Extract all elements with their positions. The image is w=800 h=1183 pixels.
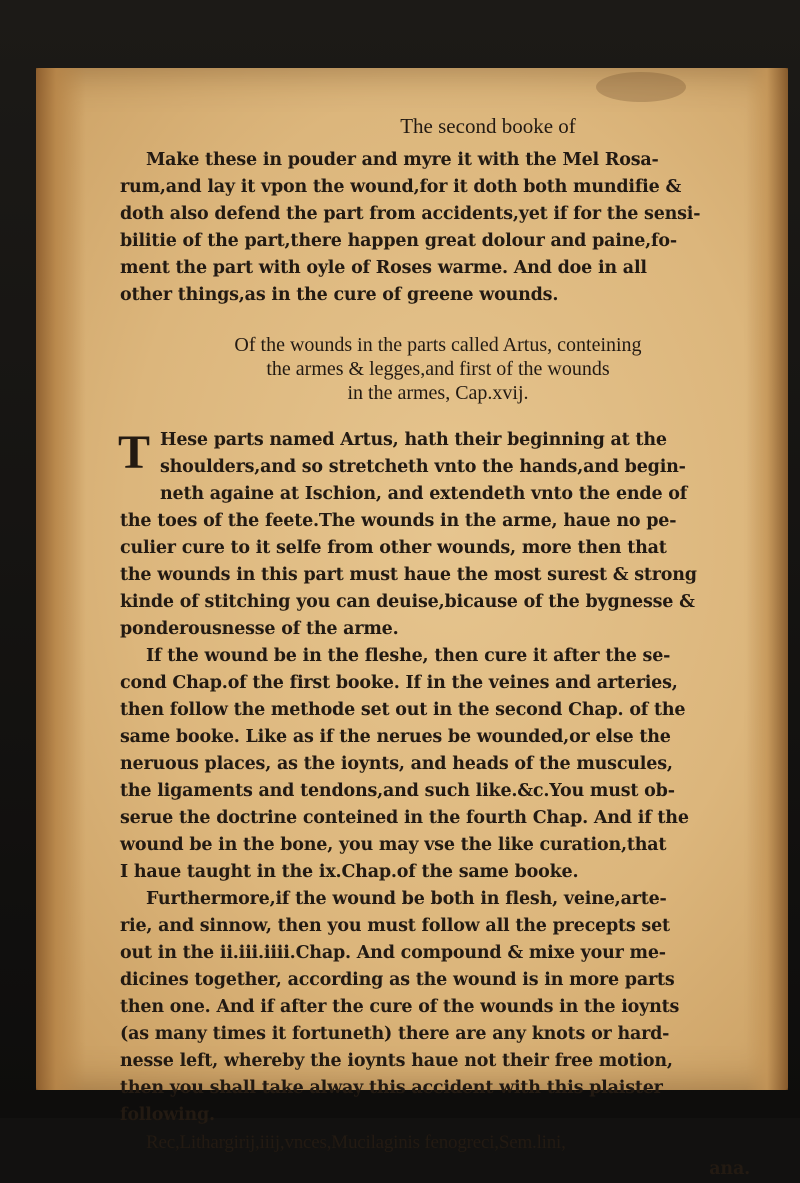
text-line: other things,as in the cure of greene wounds. — [120, 285, 559, 305]
heading-line: the armes & legges,and first of the wounds — [266, 358, 610, 380]
text-block — [120, 108, 756, 1183]
text-line: bilitie of the part,there happen great dolour and paine,fo- — [120, 231, 677, 251]
chapter-heading — [120, 333, 756, 405]
text-line: Hese parts named Artus, hath their beginning at the — [160, 430, 667, 450]
text-line: kinde of stitching you can deuise,bicause of the bygnesse & — [120, 592, 695, 612]
heading-line: Of the wounds in the parts called Artus, conteining — [234, 334, 642, 356]
text-line: the wounds in this part must haue the most surest & strong — [120, 565, 697, 585]
text-line: doth also defend the part from accidents,yet if for the sensi- — [120, 204, 701, 224]
text-line: (as many times it fortuneth) there are any knots or hard- — [120, 1024, 670, 1044]
text-line: If the wound be in the fleshe, then cure it after the se- — [146, 646, 671, 666]
text-line: the ligaments and tendons,and such like.&c.You must ob- — [120, 781, 675, 801]
intro-paragraph — [120, 147, 756, 309]
body-paragraphs — [120, 427, 756, 1183]
text-line: same booke. Like as if the nerues be wounded,or else the — [120, 727, 671, 747]
page-edge-left — [36, 68, 86, 1090]
text-line: rum,and lay it vpon the wound,for it doth both mundifie & — [120, 177, 682, 197]
text-line: then one. And if after the cure of the wounds in the ioynts — [120, 997, 680, 1017]
text-line: the toes of the feete.The wounds in the arme, haue no pe- — [120, 511, 677, 531]
drop-cap: T — [118, 426, 151, 479]
text-line: nesse left, whereby the ioynts haue not their free motion, — [120, 1051, 673, 1071]
text-line: cond Chap.of the first booke. If in the veines and arteries, — [120, 673, 678, 693]
text-line: I haue taught in the ix.Chap.of the same booke. — [120, 862, 579, 882]
heading-line: in the armes, Cap.xvij. — [347, 382, 529, 404]
text-line: rie, and sinnow, then you must follow all the precepts set — [120, 916, 670, 936]
text-line: then you shall take alway this accident with this plaister — [120, 1078, 663, 1098]
text-line: out in the ii.iii.iiii.Chap. And compound & mixe your me- — [120, 943, 666, 963]
text-line: ment the part with oyle of Roses warme. And doe in all — [120, 258, 647, 278]
running-head: The second booke of — [400, 114, 576, 138]
text-line: serue the doctrine conteined in the fourth Chap. And if the — [120, 808, 689, 828]
text-line: wound be in the bone, you may vse the like curation,that — [120, 835, 667, 855]
text-line: neruous places, as the ioynts, and heads of the muscules, — [120, 754, 673, 774]
text-line: then follow the methode set out in the second Chap. of the — [120, 700, 686, 720]
book-page — [36, 68, 788, 1179]
text-line: ponderousnesse of the arme. — [120, 619, 399, 639]
text-line: neth againe at Ischion, and extendeth vnto the ende of — [160, 484, 688, 504]
text-line: Furthermore,if the wound be both in flesh, veine,arte- — [146, 889, 667, 909]
text-line: Make these in pouder and myre it with the Mel Rosa- — [146, 150, 659, 170]
text-line: culier cure to it selfe from other wounds, more then that — [120, 538, 667, 558]
text-line: following. — [120, 1105, 215, 1125]
text-line: shoulders,and so stretcheth vnto the hands,and begin- — [160, 457, 686, 477]
catchword: ana. — [709, 1159, 750, 1179]
recipe-line: Rec,Lithargirij,iiij,vnces,Mucilaginis fenogreci,Sem.lini, — [146, 1132, 566, 1153]
page-stain — [596, 72, 686, 102]
text-line: dicines together, according as the wound is in more parts — [120, 970, 675, 990]
